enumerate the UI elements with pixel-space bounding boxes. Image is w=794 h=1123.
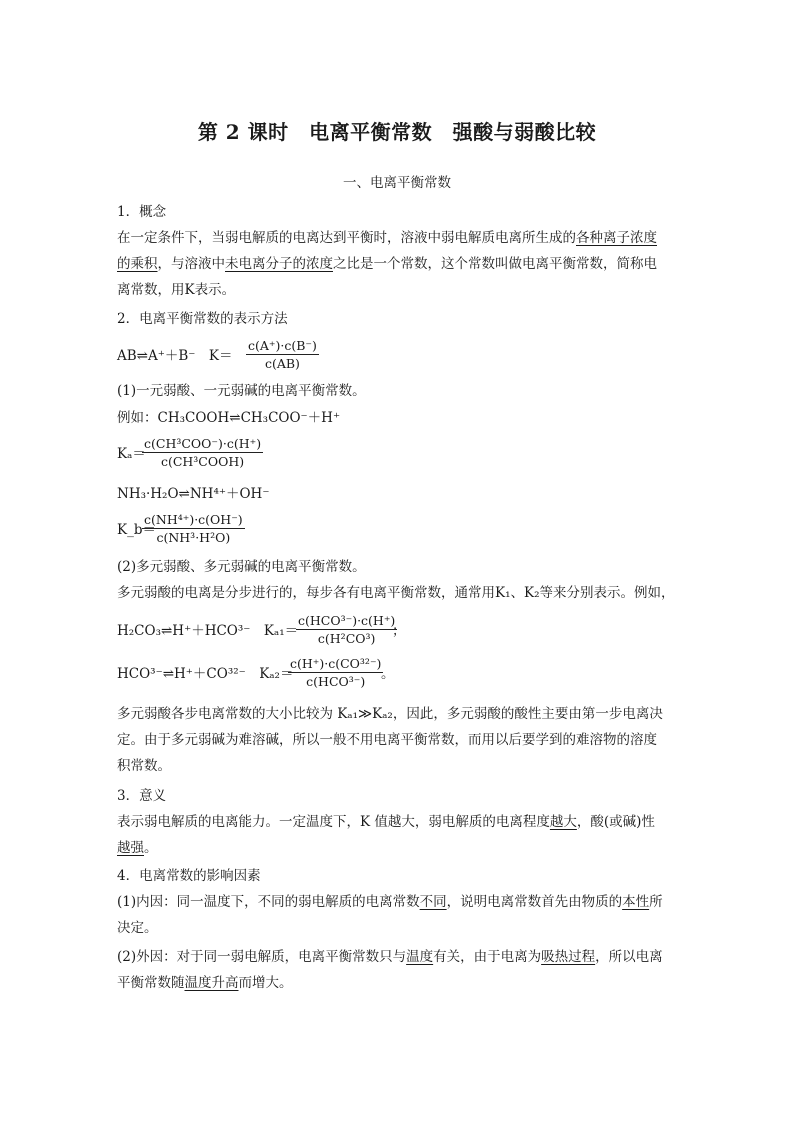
p2: (2)多元弱酸、多元弱碱的电离平衡常数。 <box>117 559 366 575</box>
ka-fraction <box>142 436 263 470</box>
denominator: c(AB) <box>264 356 300 371</box>
text: 在一定条件下，当弱电解质的电离达到平衡时，溶液中弱电解质电离所生成的 <box>117 230 576 246</box>
text: 之比是一个常数，这个常数叫做电离平衡常数，简称电 <box>333 256 657 272</box>
underlined-answer: 吸热过程 <box>541 949 596 965</box>
text: 有关，由于电离为 <box>433 949 542 965</box>
text: ，酸(或碱)性 <box>576 814 655 830</box>
s2-heading: 2．电离平衡常数的表示方法 <box>117 311 288 327</box>
ka1-end: ； <box>392 623 406 639</box>
p3-line2: 定。由于多元弱碱为难溶碱，所以一般不用电离平衡常数，而用以后要学到的难溶物的溶度 <box>117 732 657 748</box>
denominator: c(CH³COOH) <box>160 454 245 469</box>
s1-heading: 1．概念 <box>117 204 167 220</box>
numerator: c(A⁺)·c(B⁻) <box>248 338 317 353</box>
numerator: c(NH⁴⁺)·c(OH⁻) <box>144 512 243 527</box>
ka-label: Kₐ＝ <box>117 446 146 462</box>
text: 表示弱电解质的电离能力。一定温度下，K 值越大，弱电解质的电离程度 <box>117 814 550 830</box>
numerator: c(CH³COO⁻)·c(H⁺) <box>144 436 262 451</box>
ka2-end: 。 <box>381 666 395 682</box>
underlined-answer: 不同 <box>419 894 447 910</box>
kb-fraction <box>142 512 245 546</box>
underlined-answer: 温度 <box>406 949 434 965</box>
s1-line2 <box>117 254 657 274</box>
ab-equation: AB⇌A⁺＋B⁻ K＝ <box>117 348 233 364</box>
ka1-fraction <box>296 613 397 647</box>
section-heading: 一、电离平衡常数 <box>343 175 451 191</box>
s4-heading: 4．电离常数的影响因素 <box>117 868 261 884</box>
s3-line1 <box>117 812 655 832</box>
p1: (1)一元弱酸、一元弱碱的电离平衡常数。 <box>117 383 366 399</box>
hco3-equation: HCO³⁻⇌H⁺＋CO³²⁻ Kₐ₂＝ <box>117 666 294 682</box>
underlined-answer: 未电离分子的浓度 <box>225 256 333 272</box>
text: ，说明电离常数首先由物质的 <box>446 894 623 910</box>
h2co3-equation: H₂CO₃⇌H⁺＋HCO³⁻ Kₐ₁＝ <box>117 623 299 639</box>
s1-line1 <box>117 228 657 248</box>
underlined-answer: 越强 <box>117 840 144 856</box>
numerator: c(HCO³⁻)·c(H⁺) <box>298 613 396 628</box>
underlined-answer: 各种离子浓度 <box>576 230 657 246</box>
underlined-answer: 越大 <box>549 814 577 830</box>
kb-label: K_b＝ <box>117 522 156 538</box>
s3-line2 <box>117 838 158 858</box>
underlined-answer: 温度升高 <box>184 975 239 991</box>
s3-heading: 3．意义 <box>117 788 167 804</box>
ab-fraction <box>246 338 319 372</box>
denominator: c(NH³·H²O) <box>156 530 231 545</box>
p2-text: 多元弱酸的电离是分步进行的，每步各有电离平衡常数，通常用K₁、K₂等来分别表示。例如， <box>117 585 675 601</box>
text: 而增大。 <box>238 975 293 991</box>
numerator: c(H⁺)·c(CO³²⁻) <box>290 656 382 671</box>
p3-line3: 积常数。 <box>117 758 171 774</box>
s4-line2: 决定。 <box>117 920 158 936</box>
underlined-answer: 本性 <box>622 894 650 910</box>
text: 平衡常数随 <box>117 975 185 991</box>
denominator: c(HCO³⁻) <box>306 674 366 689</box>
text: ，与溶液中 <box>157 256 225 272</box>
text: 。 <box>144 840 158 856</box>
s4-line3 <box>117 947 663 967</box>
denominator: c(H²CO³) <box>317 631 376 646</box>
example-equation: 例如：CH₃COOH⇌CH₃COO⁻＋H⁺ <box>117 410 341 426</box>
text: 所 <box>649 894 663 910</box>
s1-line3: 离常数，用K表示。 <box>117 282 236 298</box>
nh3-equation: NH₃·H₂O⇌NH⁴⁺＋OH⁻ <box>117 486 270 502</box>
page-title: 第 2 课时 电离平衡常数 强酸与弱酸比较 <box>197 120 597 144</box>
text: (1)内因：同一温度下，不同的弱电解质的电离常数 <box>117 894 420 910</box>
text: ，所以电离 <box>595 949 663 965</box>
p3-line1: 多元弱酸各步电离常数的大小比较为 Kₐ₁≫Kₐ₂，因此，多元弱酸的酸性主要由第一步电离决 <box>117 706 663 722</box>
text: (2)外因：对于同一弱电解质，电离平衡常数只与 <box>117 949 407 965</box>
underlined-answer: 的乘积 <box>117 256 158 272</box>
s4-line4 <box>117 973 293 993</box>
s4-line1 <box>117 892 663 912</box>
ka2-fraction <box>288 656 383 690</box>
